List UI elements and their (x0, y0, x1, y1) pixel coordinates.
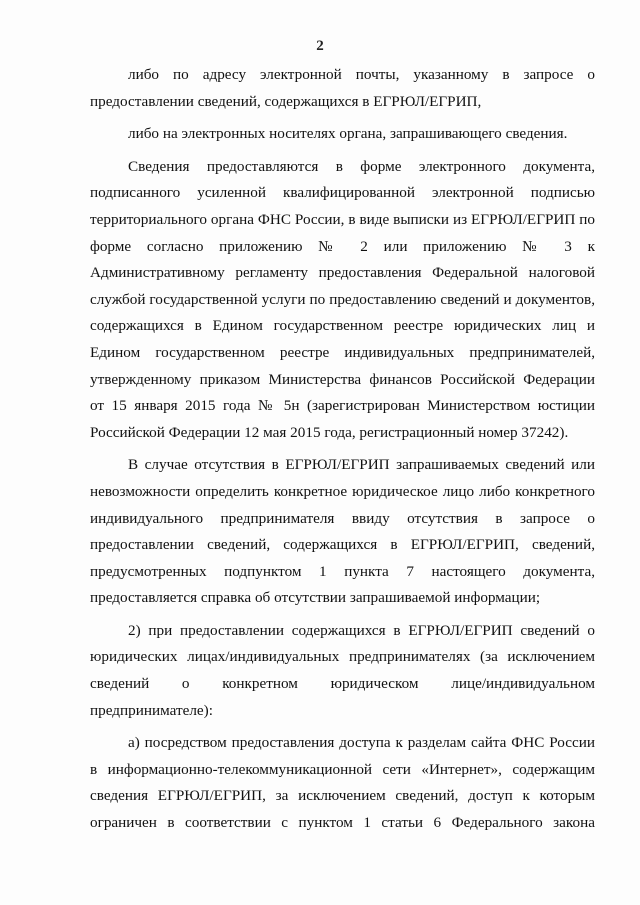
text-line: Российской Федерации 12 мая 2015 года, регистрационный номер 37242). (90, 423, 569, 441)
text-line: подписанного усиленной квалифицированной электронной подписью (90, 184, 595, 202)
text-line: либо на электронных носителях органа, запрашивающего сведения. (128, 125, 568, 143)
paragraph-electronic-media (90, 121, 595, 148)
text-line: Административному регламенту предоставления Федеральной налоговой (90, 264, 595, 282)
text-line: юридических лицах/индивидуальных предпринимателях (за исключением (90, 648, 595, 666)
text-line: предоставлении сведений, содержащихся в ЕГРЮЛ/ЕГРИП, (90, 92, 482, 110)
text-line: территориального органа ФНС России, в виде выписки из ЕГРЮЛ/ЕГРИП по (90, 210, 595, 228)
text-line: а) посредством предоставления доступа к разделам сайта ФНС России (128, 734, 595, 752)
paragraph-absence-certificate (90, 452, 595, 612)
text-line: службой государственной услуги по предоставлению сведений и документов, (90, 290, 595, 308)
text-line: предпринимателе): (90, 701, 213, 719)
document-body (90, 62, 595, 837)
page-number: 2 (316, 38, 324, 54)
paragraph-item-2a (90, 730, 595, 836)
paragraph-electronic-document (90, 154, 595, 447)
text-line: В случае отсутствия в ЕГРЮЛ/ЕГРИП запрашиваемых сведений или (128, 456, 595, 474)
text-line: индивидуального предпринимателя ввиду отсутствия в запросе о (90, 509, 595, 527)
text-line: либо по адресу электронной почты, указанному в запросе о (128, 66, 595, 83)
text-line: предоставляется справка об отсутствии запрашиваемой информации; (90, 589, 541, 607)
text-line: невозможности определить конкретное юридическое лицо либо конкретного (90, 482, 595, 500)
text-line: утвержденному приказом Министерства финансов Российской Федерации (90, 370, 595, 388)
text-line: предусмотренных подпунктом 1 пункта 7 настоящего документа, (90, 562, 595, 580)
text-line: сведения ЕГРЮЛ/ЕГРИП, за исключением сведений, доступ к которым (90, 787, 595, 805)
text-line: от 15 января 2015 года № 5н (зарегистрирован Министерством юстиции (90, 397, 595, 415)
text-line: ограничен в соответствии с пунктом 1 статьи 6 Федерального закона (90, 814, 595, 832)
text-line: содержащихся в Едином государственном реестре юридических лиц и (90, 317, 595, 335)
text-line: Сведения предоставляются в форме электронного документа, (128, 157, 595, 175)
paragraph-item-2 (90, 618, 595, 724)
text-line: 2) при предоставлении содержащихся в ЕГРЮЛ/ЕГРИП сведений о (128, 621, 595, 639)
text-line: в информационно-телекоммуникационной сети «Интернет», содержащим (90, 760, 595, 778)
text-line: Едином государственном реестре индивидуальных предпринимателей, (90, 343, 595, 361)
text-line: сведений о конкретном юридическом лице/индивидуальном (90, 675, 595, 693)
text-line: предоставлении сведений, содержащихся в ЕГРЮЛ/ЕГРИП, сведений, (90, 536, 595, 554)
text-line: форме согласно приложению № 2 или приложению № 3 к (90, 237, 595, 255)
paragraph-email-delivery (90, 62, 595, 115)
